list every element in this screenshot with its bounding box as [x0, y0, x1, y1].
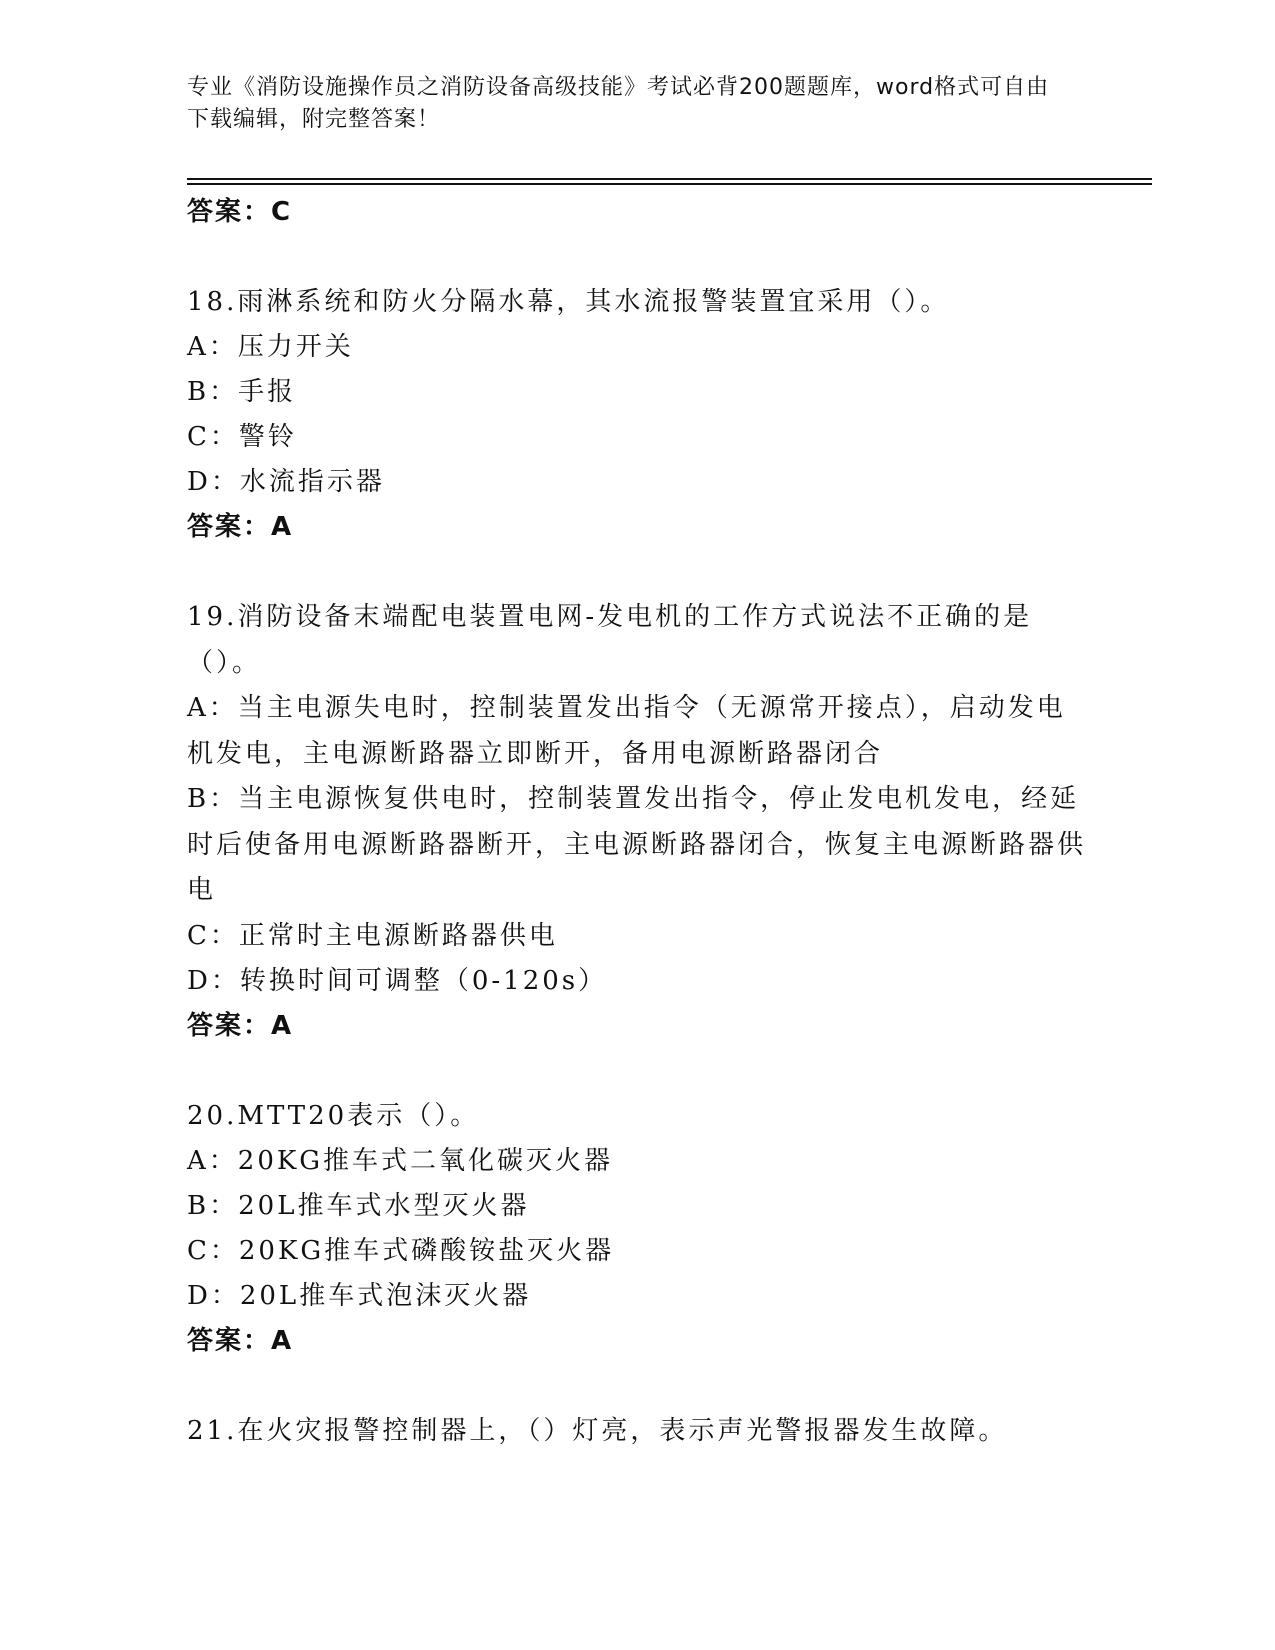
option-c: C：警铃 — [187, 422, 297, 452]
question-answer: 答案：A — [187, 1325, 294, 1356]
option-d: D：水流指示器 — [187, 467, 385, 497]
question-20 — [187, 1094, 1087, 1364]
option-b: B：当主电源恢复供电时，控制装置发出指令，停止发电机发电，经延时后使备用电源断路器断开，主电源断路器闭合，恢复主电源断路器供电 — [187, 784, 1087, 905]
question-18 — [187, 280, 1087, 550]
header-divider-second — [187, 183, 1152, 185]
header-divider — [187, 178, 1152, 180]
page-header: 专业《消防设施操作员之消防设备高级技能》考试必背200题题库，word格式可自由下载编辑，附完整答案！ — [187, 75, 1050, 132]
option-d: D：转换时间可调整（0-120s） — [187, 965, 608, 996]
option-b: B：20L推车式水型灭火器 — [187, 1190, 530, 1221]
question-answer: 答案：A — [187, 1010, 294, 1041]
question-stem: 18.雨淋系统和防火分隔水幕，其水流报警装置宜采用（）。 — [187, 287, 950, 317]
question-stem: 20.MTT20表示（）。 — [187, 1100, 480, 1131]
previous-answer: 答案：C — [187, 197, 293, 227]
question-list — [187, 190, 1087, 1454]
question-stem: 19.消防设备末端配电装置电网-发电机的工作方式说法不正确的是（）。 — [187, 602, 1033, 678]
option-c: C：20KG推车式磷酸铵盐灭火器 — [187, 1235, 615, 1266]
option-b: B：手报 — [187, 377, 297, 407]
question-19 — [187, 595, 1087, 1049]
option-a: A：当主电源失电时，控制装置发出指令（无源常开接点），启动发电机发电，主电源断路器立即断开，备用电源断路器闭合 — [187, 693, 1066, 769]
option-a: A：20KG推车式二氧化碳灭火器 — [187, 1145, 614, 1176]
question-21 — [187, 1409, 1087, 1454]
option-a: A：压力开关 — [187, 332, 354, 362]
question-stem: 21.在火灾报警控制器上，（）灯亮，表示声光警报器发生故障。 — [187, 1415, 1008, 1446]
question-answer: 答案：A — [187, 512, 294, 542]
option-c: C：正常时主电源断路器供电 — [187, 920, 558, 951]
option-d: D：20L推车式泡沫灭火器 — [187, 1280, 532, 1311]
